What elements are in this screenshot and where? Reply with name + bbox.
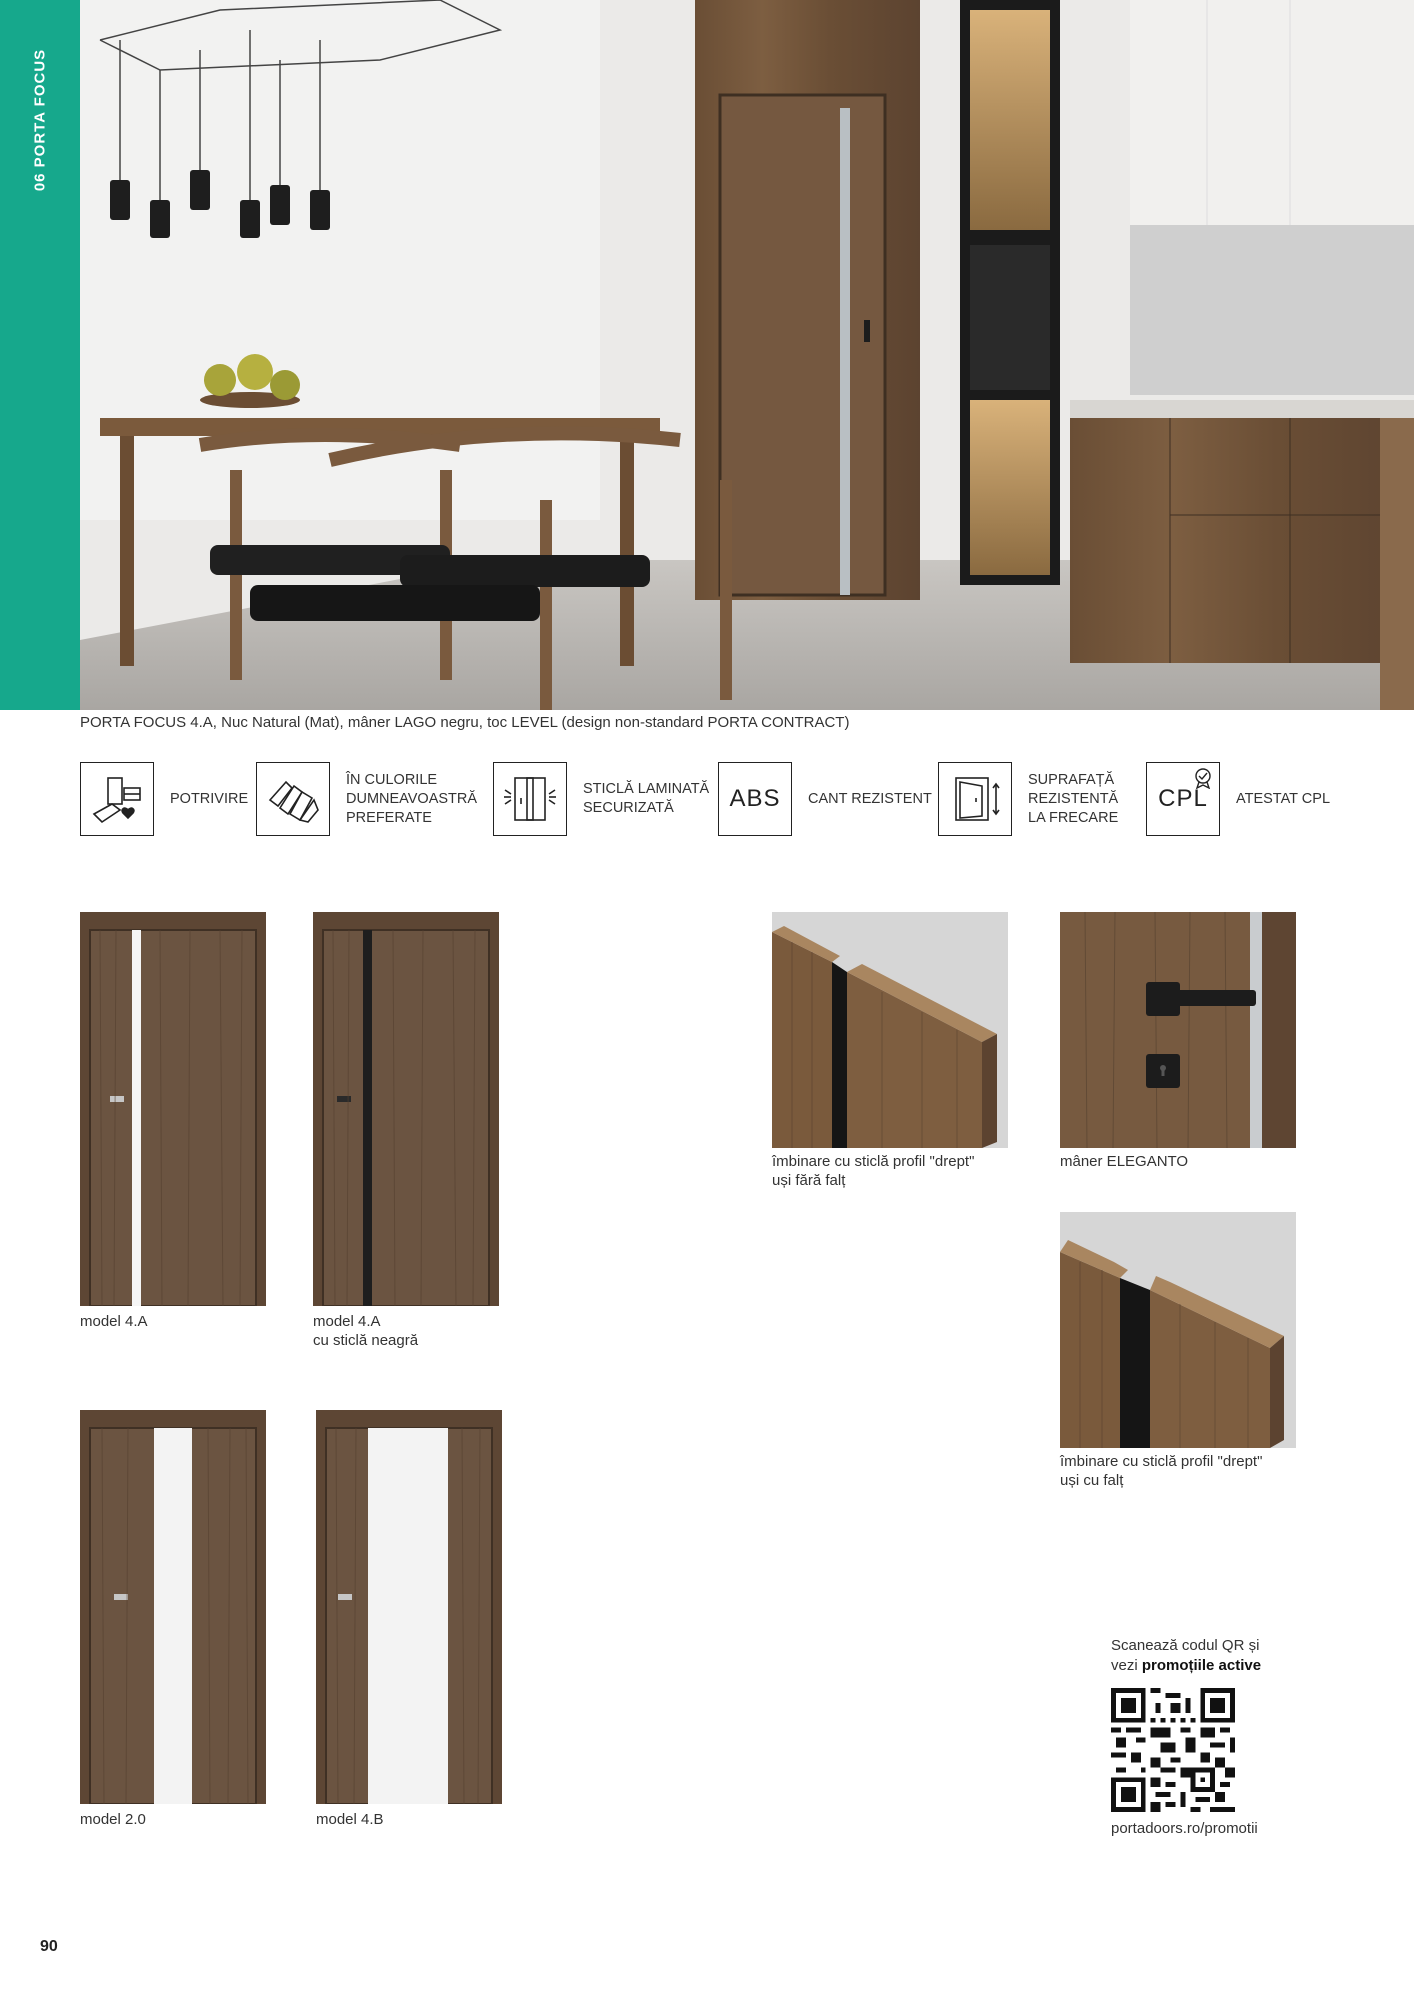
detail-joint-rebate — [1060, 1212, 1296, 1448]
door-model-4a-black-glass — [313, 912, 499, 1306]
hero-caption: PORTA FOCUS 4.A, Nuc Natural (Mat), mâner LAGO negru, toc LEVEL (design non-standard PORTA CONTRACT) — [80, 714, 850, 731]
qr-code[interactable] — [1111, 1688, 1235, 1812]
qr-prompt-prefix: vezi — [1111, 1657, 1142, 1674]
door-model-4a — [80, 912, 266, 1306]
detail-joint-no-rebate — [772, 912, 1008, 1148]
feature-label: ATESTAT CPL — [1236, 790, 1331, 807]
color-swatches-icon — [256, 762, 330, 836]
detail-caption: îmbinare cu sticlă profil "drept" uși cu falț — [1060, 1453, 1263, 1489]
abs-label: ABS — [729, 785, 781, 812]
section-tab-label: 06 PORTA FOCUS — [31, 48, 49, 192]
feature-label: POTRIVIRE — [170, 790, 249, 807]
section-tab — [0, 0, 80, 710]
model-caption: model 4.A — [80, 1313, 148, 1330]
feature-label: CANT REZISTENT — [808, 790, 932, 807]
abrasion-resistant-icon — [938, 762, 1012, 836]
detail-caption: mâner ELEGANTO — [1060, 1153, 1189, 1170]
door-model-2-0 — [80, 1410, 266, 1804]
qr-prompt-line1: Scanează codul QR și — [1111, 1637, 1260, 1654]
model-caption: model 4.B — [316, 1811, 384, 1828]
promotions-url[interactable]: portadoors.ro/promotii — [1111, 1820, 1258, 1837]
model-caption: model 4.A cu sticlă neagră — [313, 1313, 419, 1349]
feature-label: SUPRAFAȚĂ REZISTENTĂ LA FRECARE — [1028, 771, 1119, 826]
detail-handle-eleganto — [1060, 912, 1296, 1148]
page-number: 90 — [40, 1938, 58, 1955]
qr-prompt-bold: promoțiile active — [1141, 1657, 1262, 1674]
qr-prompt-line2 — [1111, 1656, 1261, 1676]
qr-prompt — [1111, 1636, 1261, 1676]
cpl-label: CPL — [1158, 785, 1208, 812]
abs-icon — [718, 762, 792, 836]
fit-icon — [80, 762, 154, 836]
detail-caption: îmbinare cu sticlă profil "drept" uși fără falț — [772, 1153, 975, 1189]
safety-glass-icon — [493, 762, 567, 836]
feature-label: STICLĂ LAMINATĂ SECURIZATĂ — [583, 781, 710, 816]
cpl-certificate-icon — [1146, 762, 1220, 836]
model-caption: model 2.0 — [80, 1811, 146, 1828]
door-model-4b — [316, 1410, 502, 1804]
hero-photo — [80, 0, 1414, 710]
feature-label: ÎN CULORILE DUMNEAVOASTRĂ PREFERATE — [346, 771, 478, 826]
